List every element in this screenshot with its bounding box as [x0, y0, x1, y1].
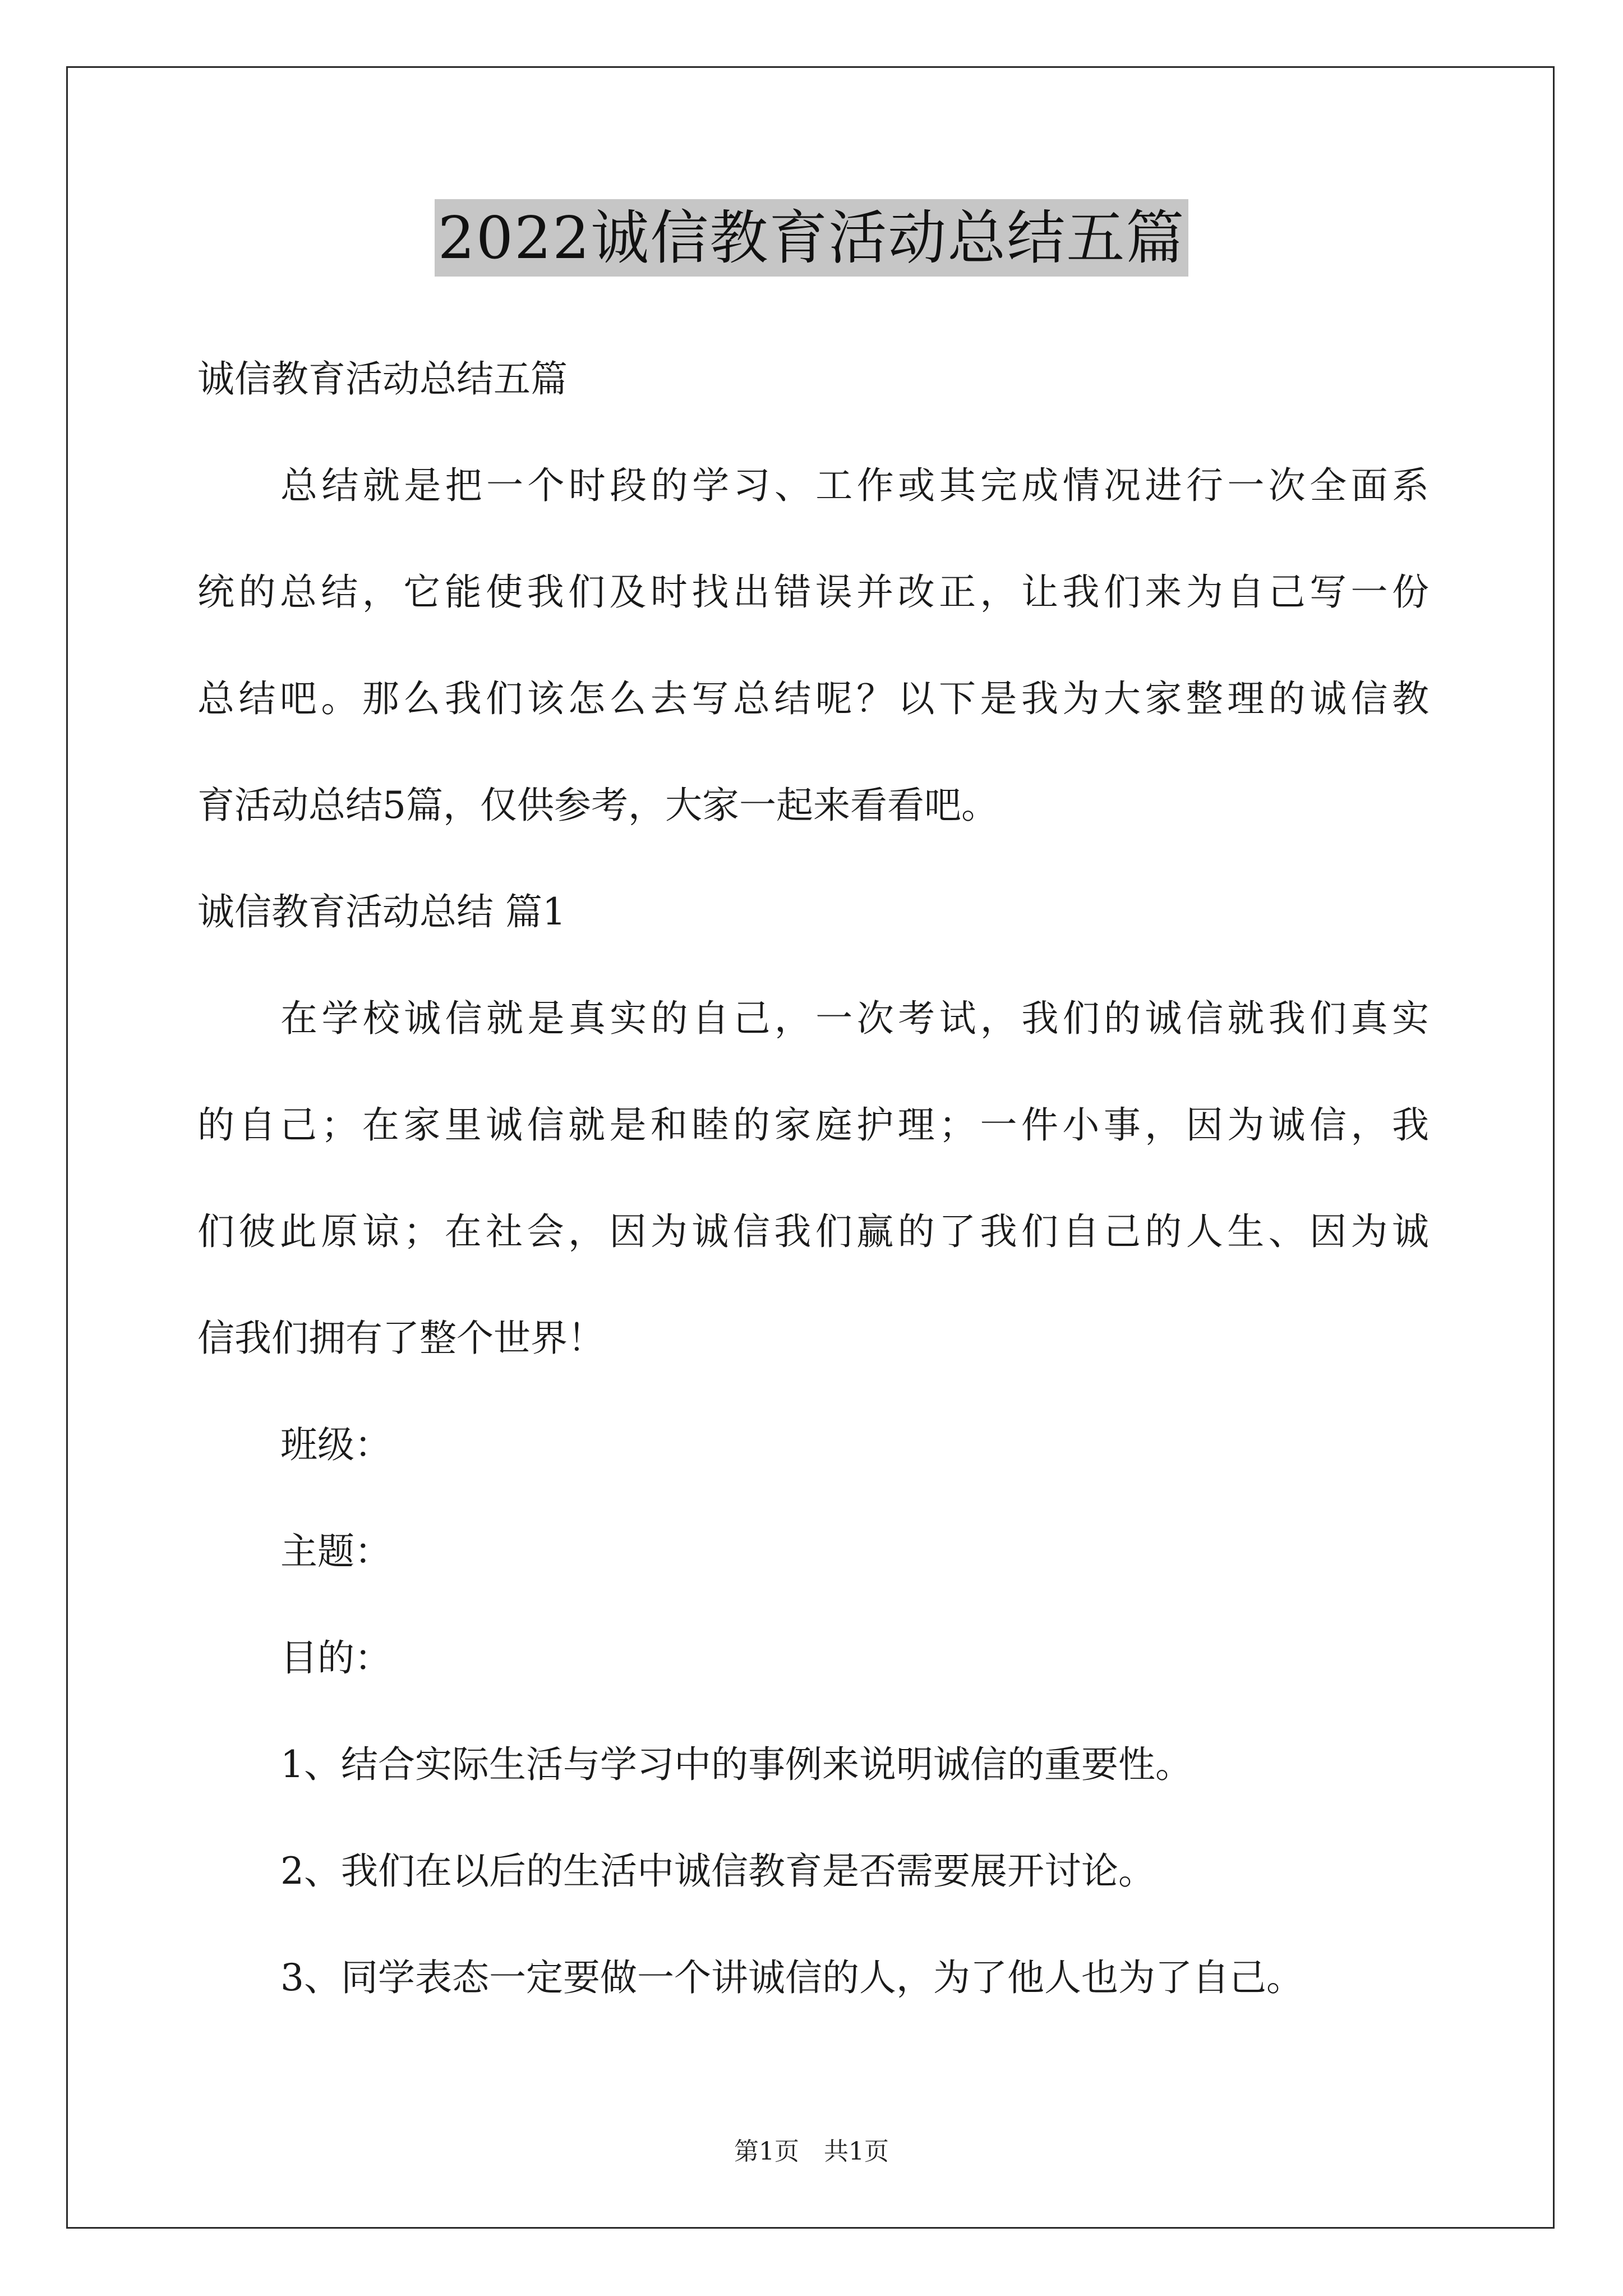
page-footer: 第1页 共1页	[734, 2137, 889, 2166]
field-class: 班级：	[280, 1423, 391, 1466]
paragraph-body-line-2: 的自己；在家里诚信就是和睦的家庭护理；一件小事，因为诚信，我	[197, 1103, 1429, 1147]
paragraph-body-line-1: 在学校诚信就是真实的自己，一次考试，我们的诚信就我们真实	[280, 997, 1429, 1040]
paragraph-intro-line-3: 总结吧。那么我们该怎么去写总结呢？以下是我为大家整理的诚信教	[197, 677, 1429, 720]
paragraph-intro-line-4: 育活动总结5篇，仅供参考，大家一起来看看吧。	[197, 784, 998, 827]
paragraph-intro-line-2: 统的总结，它能使我们及时找出错误并改正，让我们来为自己写一份	[197, 570, 1429, 614]
title-container	[0, 199, 1623, 277]
list-item-3: 3、同学表态一定要做一个讲诚信的人，为了他人也为了自己。	[280, 1956, 1303, 1999]
list-item-2: 2、我们在以后的生活中诚信教育是否需要展开讨论。	[280, 1849, 1155, 1893]
document-title: 2022诚信教育活动总结五篇	[435, 199, 1189, 277]
subtitle: 诚信教育活动总结五篇	[197, 357, 568, 401]
paragraph-intro-line-1: 总结就是把一个时段的学习、工作或其完成情况进行一次全面系	[280, 464, 1429, 507]
paragraph-body-line-4: 信我们拥有了整个世界！	[197, 1317, 605, 1360]
field-theme: 主题：	[280, 1530, 391, 1573]
field-purpose: 目的：	[280, 1636, 391, 1680]
section-heading: 诚信教育活动总结 篇1	[197, 890, 566, 933]
list-item-1: 1、结合实际生活与学习中的事例来说明诚信的重要性。	[280, 1743, 1192, 1786]
paragraph-body-line-3: 们彼此原谅；在社会，因为诚信我们赢的了我们自己的人生、因为诚	[197, 1210, 1429, 1253]
